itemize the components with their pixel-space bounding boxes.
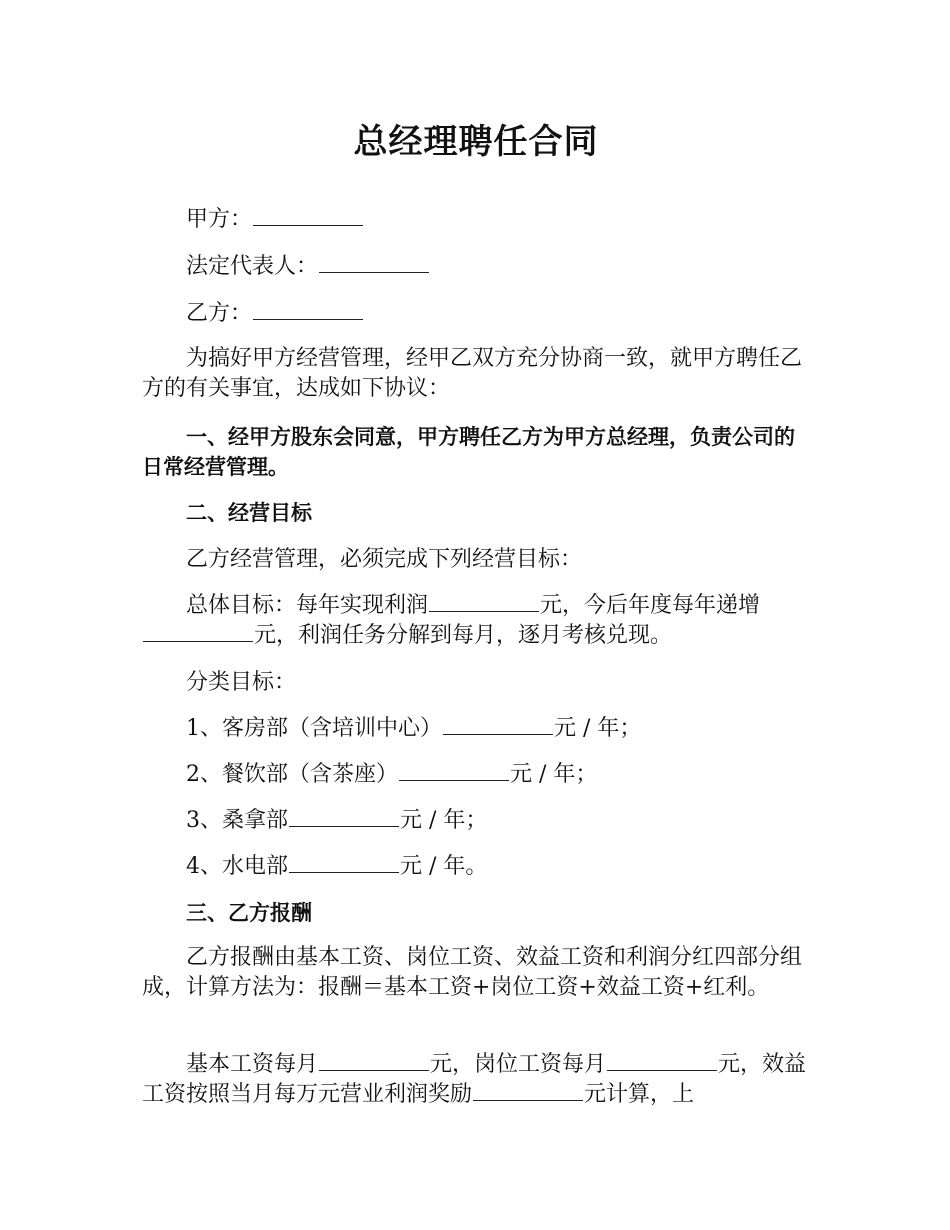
clause-3-heading: 三、乙方报酬	[186, 901, 312, 925]
annual-profit-blank[interactable]	[429, 591, 539, 612]
category-name: 1、客房部（含培训中心）	[186, 716, 442, 741]
category-name: 2、餐饮部（含茶座）	[186, 762, 398, 787]
overall-target-paragraph	[142, 591, 810, 651]
salary-text-c: 元，效益工资按照当月每万元营业利润奖励	[142, 1052, 807, 1107]
category-blank[interactable]	[399, 760, 509, 781]
salary-text-a: 基本工资每月	[186, 1052, 319, 1077]
clause-2-heading: 二、经营目标	[186, 501, 312, 525]
salary-text-d: 元计算，上	[584, 1082, 695, 1107]
category-name: 4、水电部	[186, 854, 288, 879]
category-unit: 元 / 年；	[400, 808, 488, 833]
overall-target-text-b: 元，今后年度每年递增	[540, 593, 761, 618]
base-salary-blank[interactable]	[319, 1050, 429, 1071]
legal-rep-label: 法定代表人：	[186, 254, 319, 279]
party-b-blank[interactable]	[253, 299, 363, 320]
bonus-rate-blank[interactable]	[473, 1080, 583, 1101]
intro-paragraph: 为搞好甲方经营管理，经甲乙双方充分协商一致，就甲方聘任乙方的有关事宜，达成如下协议：	[142, 346, 803, 401]
category-unit: 元 / 年；	[510, 762, 598, 787]
overall-target-text-c: 元，利润任务分解到每月，逐月考核兑现。	[254, 623, 673, 648]
legal-rep-line	[142, 252, 810, 282]
overall-target-text-a: 总体目标：每年实现利润	[186, 593, 429, 618]
clause-2-intro: 乙方经营管理，必须完成下列经营目标：	[186, 547, 583, 572]
category-item	[142, 760, 810, 790]
category-item	[142, 714, 810, 744]
category-item	[142, 806, 810, 836]
salary-text-b: 元，岗位工资每月	[430, 1052, 607, 1077]
party-a-blank[interactable]	[253, 205, 363, 226]
clause-1: 一、经甲方股东会同意，甲方聘任乙方为甲方总经理，负责公司的日常经营管理。	[142, 425, 795, 479]
category-name: 3、桑拿部	[186, 808, 288, 833]
legal-rep-blank[interactable]	[319, 252, 429, 273]
category-unit: 元 / 年。	[400, 854, 488, 879]
category-heading: 分类目标：	[186, 670, 297, 695]
party-b-line	[142, 299, 810, 329]
party-a-line	[142, 205, 810, 235]
category-blank[interactable]	[289, 806, 399, 827]
salary-paragraph	[142, 1050, 810, 1110]
category-unit: 元 / 年；	[554, 716, 642, 741]
annual-increase-blank[interactable]	[143, 621, 253, 642]
party-a-label: 甲方：	[186, 207, 253, 232]
document-title: 总经理聘任合同	[353, 122, 599, 162]
clause-3-intro: 乙方报酬由基本工资、岗位工资、效益工资和利润分红四部分组成，计算方法为：报酬＝基本工资+岗位工资+效益工资+红利。	[142, 945, 803, 1000]
category-blank[interactable]	[289, 852, 399, 873]
position-salary-blank[interactable]	[607, 1050, 717, 1071]
party-b-label: 乙方：	[186, 301, 253, 326]
category-blank[interactable]	[443, 714, 553, 735]
category-item	[142, 852, 810, 882]
